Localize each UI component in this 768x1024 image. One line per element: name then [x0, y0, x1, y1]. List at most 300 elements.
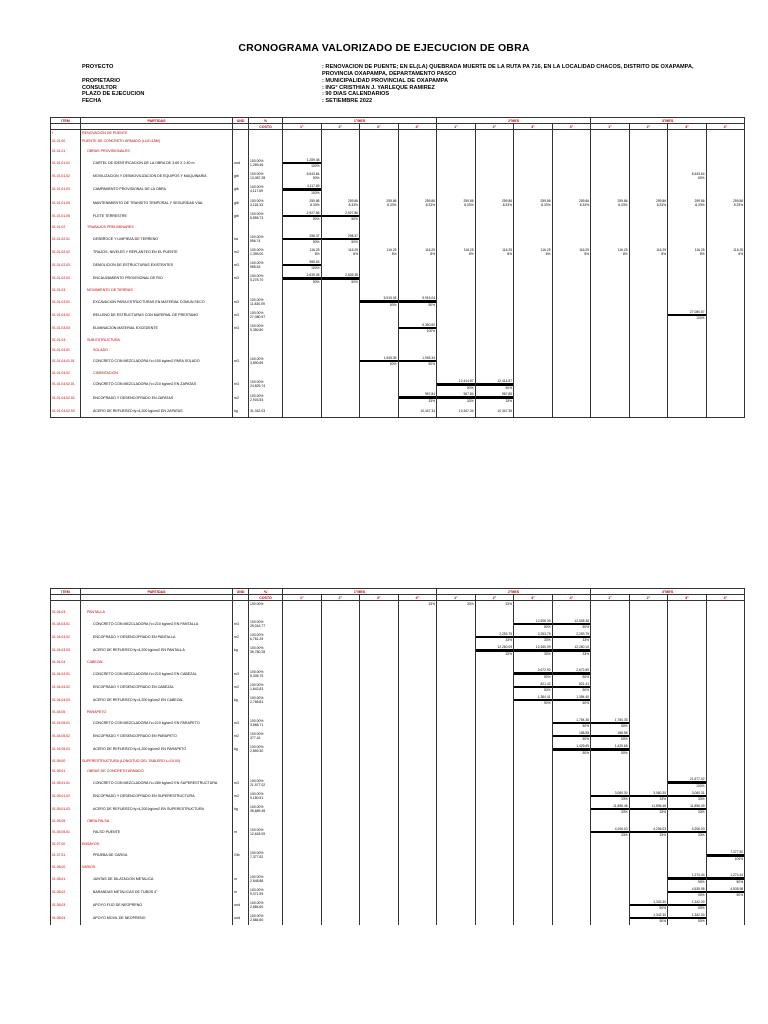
table-row [51, 345, 745, 355]
week-cell [514, 680, 553, 693]
week-cell [360, 259, 399, 272]
week-cell [668, 802, 707, 815]
week-amount: 3,060.31 [691, 790, 705, 795]
item-unit [233, 136, 249, 146]
week-amount: 116.25 [656, 248, 667, 253]
week-cell [668, 707, 707, 717]
item-cost [249, 308, 283, 321]
header-item: ITEM [51, 118, 81, 124]
week-cell [668, 345, 707, 355]
week-cell [475, 404, 514, 418]
item-code: 01.01.01.04 [51, 196, 81, 209]
item-cost-value: 9,180.91 [250, 795, 264, 800]
table-row [51, 680, 745, 693]
week-cell [321, 196, 360, 209]
item-code: 01.04.03.01 [51, 617, 81, 630]
week-percent: 8% [391, 252, 397, 257]
item-description: SUPERESTRUCTURA (LONGITUD DEL TABLERO L=15.00) [81, 756, 233, 766]
week-cell [706, 156, 745, 169]
week-cell [629, 391, 668, 404]
item-unit [233, 756, 249, 766]
week-cell [283, 308, 322, 321]
item-unit: kg [233, 404, 249, 418]
week-cell [398, 345, 437, 355]
header-week: 2° [629, 595, 668, 601]
week-cell [321, 246, 360, 259]
week-cell [360, 295, 399, 308]
week-amount: 7,377.52 [730, 850, 744, 855]
item-unit: glb [233, 196, 249, 209]
week-cell [283, 730, 322, 743]
week-amount: 1,384.41 [537, 694, 551, 699]
week-amount: 259.86 [347, 198, 358, 203]
week-cell [552, 657, 591, 667]
week-percent: 100% [311, 190, 320, 195]
item-cost-value: 596.74 [250, 238, 261, 243]
week-cell [629, 802, 668, 815]
item-description: ENCOFRADO Y DESENCOFRADO EN PANTALLA [81, 631, 233, 644]
week-cell [398, 222, 437, 232]
header-item: ITEM [51, 589, 81, 595]
item-unit: kg [233, 802, 249, 815]
item-unit [233, 607, 249, 617]
week-percent: 50% [697, 892, 705, 897]
week-cell [321, 657, 360, 667]
item-cost [249, 885, 283, 898]
header-und: UND [233, 589, 249, 595]
week-cell [360, 368, 399, 378]
item-description: MOVIMIENTO DE TIERRAS [81, 285, 233, 295]
week-amount: 259.86 [579, 198, 590, 203]
item-description: ACERO DE REFUERZO fy=4,200 kg/cm2 EN SUPERESTRUCTURA [81, 802, 233, 815]
week-cell [360, 209, 399, 222]
item-cost-value: 3,118.33 [250, 202, 263, 207]
week-cell [706, 321, 745, 334]
week-amount: 116.25 [309, 248, 320, 253]
week-amount: 1,342.30 [691, 912, 705, 917]
week-cell [437, 607, 476, 617]
project-info-value: : MUNICIPALIDAD PROVINCIAL DE OXAPAMPA [322, 78, 449, 84]
item-unit: kg [233, 644, 249, 657]
week-percent: 50% [659, 919, 667, 924]
week-cell [283, 232, 322, 245]
week-cell [321, 776, 360, 789]
week-cell [629, 272, 668, 285]
week-amount: 1,274.44 [691, 873, 705, 878]
item-unit: m2 [233, 680, 249, 693]
week-cell [552, 912, 591, 925]
week-amount: 259.86 [386, 198, 397, 203]
week-cell [706, 849, 745, 862]
week-cell [629, 156, 668, 169]
week-cell [398, 391, 437, 404]
item-percent: 100.00% [250, 357, 264, 362]
week-percent: 8% [468, 252, 474, 257]
week-cell [514, 872, 553, 885]
week-cell [514, 295, 553, 308]
week-cell [475, 898, 514, 911]
week-cell [514, 368, 553, 378]
week-percent: 50% [736, 892, 744, 897]
header-month-2: 2°MES [437, 118, 591, 124]
week-percent: 50% [428, 302, 436, 307]
week-cell [629, 209, 668, 222]
item-unit: m3 [233, 321, 249, 334]
week-cell [398, 839, 437, 849]
week-cell [514, 862, 553, 872]
table-row [51, 368, 745, 378]
week-cell [283, 776, 322, 789]
week-cell [398, 680, 437, 693]
item-code: 01.04.05.03 [51, 743, 81, 756]
table-row [51, 272, 745, 285]
week-cell [514, 898, 553, 911]
week-cell [514, 285, 553, 295]
header-pct: % [249, 589, 283, 595]
week-cell [668, 259, 707, 272]
item-description: ENCOFRADO Y DESENCOFRADO EN SUPERESTRUCTURA [81, 789, 233, 802]
week-cell [668, 766, 707, 776]
week-amount: 4,206.03 [614, 827, 628, 832]
week-cell [706, 355, 745, 368]
week-cell [283, 607, 322, 617]
item-cost-value: 36,780.28 [250, 650, 266, 655]
week-cell [591, 607, 630, 617]
week-cell [283, 335, 322, 345]
item-unit: m2 [233, 246, 249, 259]
item-cost [249, 378, 283, 391]
week-cell [514, 136, 553, 146]
week-cell [514, 693, 553, 706]
week-cell [283, 693, 322, 706]
week-cell [475, 789, 514, 802]
week-cell [437, 321, 476, 334]
week-cell [706, 183, 745, 196]
week-cell [283, 259, 322, 272]
project-info-row [82, 98, 722, 105]
schedule-page-2 [0, 582, 768, 1024]
week-cell [552, 146, 591, 156]
week-cell [321, 862, 360, 872]
item-cost [249, 707, 283, 717]
week-cell [668, 136, 707, 146]
week-percent: 33% [697, 797, 705, 802]
item-percent: 100.00% [250, 297, 264, 302]
item-percent: 100.00% [250, 732, 264, 737]
week-cell [475, 730, 514, 743]
item-description: MOVILIZACION Y DESMOVILIZACION DE EQUIPOS Y MAQUINARIA [81, 170, 233, 183]
week-cell [514, 617, 553, 630]
week-cell [706, 826, 745, 839]
item-percent: 100.00% [250, 887, 264, 892]
week-cell [514, 776, 553, 789]
item-cost [249, 391, 283, 404]
project-info-label: PROYECTO [82, 64, 114, 70]
week-amount: 5,915.04 [422, 296, 436, 301]
week-cell [706, 391, 745, 404]
week-cell [437, 717, 476, 730]
project-info-value: : SETIEMBRE 2022 [322, 97, 373, 104]
week-cell [475, 146, 514, 156]
week-cell [552, 156, 591, 169]
week-cell [398, 912, 437, 925]
week-cell [514, 717, 553, 730]
week-cell [321, 272, 360, 285]
item-unit: m3 [233, 308, 249, 321]
week-cell [629, 368, 668, 378]
week-cell [360, 285, 399, 295]
week-percent: 50% [659, 906, 667, 911]
item-code: 01.07.00 [51, 839, 81, 849]
item-code: 01.01.03.03 [51, 321, 81, 334]
item-percent: 100.00% [250, 745, 264, 750]
week-cell [321, 743, 360, 756]
week-percent: 50% [312, 176, 320, 181]
header-week: 4° [552, 124, 591, 130]
week-cell [706, 607, 745, 617]
week-cell [398, 335, 437, 345]
week-percent: 8.33% [310, 202, 320, 207]
week-cell [668, 170, 707, 183]
item-cost [249, 285, 283, 295]
week-cell [591, 404, 630, 418]
item-description: BARANDAS METALICAS DE TUBOS 4" [81, 885, 233, 898]
item-percent: 100.00% [250, 324, 264, 329]
item-unit: m3 [233, 776, 249, 789]
header-week: 3° [514, 595, 553, 601]
item-unit [233, 368, 249, 378]
week-cell [629, 146, 668, 156]
week-cell [591, 617, 630, 630]
item-description: CAMPAMENTO PROVISIONAL DE LA OBRA [81, 183, 233, 196]
week-cell [475, 378, 514, 391]
week-cell [668, 368, 707, 378]
item-percent: 100.00% [250, 172, 264, 177]
item-cost-value: 11,830.09 [250, 301, 265, 306]
project-info-value: : ING° CRISTHIAN J. YARLEQUE RAMIREZ [322, 84, 435, 91]
week-cell [360, 631, 399, 644]
week-cell [706, 285, 745, 295]
week-percent: 8.33% [618, 202, 628, 207]
week-amount: 4,206.03 [691, 827, 705, 832]
item-code: 01.01.04.01.01 [51, 355, 81, 368]
week-cell [514, 345, 553, 355]
week-cell [475, 391, 514, 404]
week-cell [437, 404, 476, 418]
week-cell [475, 345, 514, 355]
week-cell [360, 183, 399, 196]
week-cell [591, 839, 630, 849]
week-cell [437, 378, 476, 391]
week-percent: 50% [389, 362, 397, 367]
week-cell [437, 693, 476, 706]
header-week: 2° [321, 595, 360, 601]
week-amount: 5,915.05 [383, 296, 397, 301]
week-cell [706, 295, 745, 308]
week-amount: 116.25 [425, 248, 436, 253]
header-week: 1° [591, 595, 630, 601]
week-cell [591, 285, 630, 295]
week-cell [360, 816, 399, 826]
week-cell [591, 644, 630, 657]
week-cell [398, 136, 437, 146]
item-unit: ha [233, 232, 249, 245]
week-percent: 50% [582, 737, 590, 742]
header-week: 1° [591, 124, 630, 130]
week-cell [629, 657, 668, 667]
week-cell [514, 378, 553, 391]
week-cell [706, 368, 745, 378]
week-cell [552, 667, 591, 680]
week-cell [668, 285, 707, 295]
item-cost-value: 5,278.70 [250, 278, 264, 283]
week-cell [475, 617, 514, 630]
week-amount: 116.25 [502, 248, 513, 253]
week-amount: 2,253.75 [576, 631, 590, 636]
week-cell [398, 717, 437, 730]
week-cell [398, 146, 437, 156]
week-cell [706, 839, 745, 849]
week-cell [475, 246, 514, 259]
item-cost [249, 209, 283, 222]
schedule-table [50, 117, 745, 418]
week-cell [283, 802, 322, 815]
item-description: JUNTAS DE DILATACION METALICA [81, 872, 233, 885]
week-cell [283, 756, 322, 766]
week-amount: 259.86 [617, 198, 628, 203]
item-unit [233, 657, 249, 667]
week-amount: 2,672.90 [537, 668, 551, 673]
item-code: 01.01.01.01 [51, 156, 81, 169]
item-cost [249, 862, 283, 872]
week-cell [283, 272, 322, 285]
item-cost [249, 272, 283, 285]
table-row [51, 872, 745, 885]
week-cell [360, 862, 399, 872]
item-description: CIMENTACION [81, 368, 233, 378]
week-cell [552, 631, 591, 644]
item-unit: m [233, 872, 249, 885]
week-amount: 2,927.86 [306, 210, 320, 215]
table-row [51, 707, 745, 717]
week-cell [668, 391, 707, 404]
item-code: 01.01.03.02 [51, 308, 81, 321]
table-row [51, 209, 745, 222]
week-cell [475, 707, 514, 717]
week-cell [398, 183, 437, 196]
table-row [51, 391, 745, 404]
week-percent: 8% [430, 252, 436, 257]
item-description: APOYO MOVIL DE NEOPRENO [81, 912, 233, 925]
week-cell [629, 776, 668, 789]
week-cell [629, 707, 668, 717]
week-cell [437, 816, 476, 826]
item-percent: 100.00% [250, 393, 264, 398]
week-percent: 100% [311, 164, 320, 169]
item-description: ENCAUZAMIENTO PROVISIONAL DE RIO [81, 272, 233, 285]
item-percent: 100.00% [250, 211, 264, 216]
item-percent: 100.00% [250, 248, 264, 253]
week-cell [629, 898, 668, 911]
week-amount: 4,535.98 [730, 886, 744, 891]
item-cost-value: 1,642.83 [250, 686, 264, 691]
item-cost-value: 5,345.79 [250, 673, 264, 678]
item-percent: 100.00% [250, 791, 264, 796]
week-cell [398, 285, 437, 295]
week-cell [321, 872, 360, 885]
header-week: 1° [437, 124, 476, 130]
item-description: EXCAVACION PARA ESTRUCTURAS EN MATERIAL COMUN SECO [81, 295, 233, 308]
week-percent: 50% [582, 625, 590, 630]
table-row [51, 246, 745, 259]
week-cell [321, 321, 360, 334]
week-cell [668, 196, 707, 209]
week-cell [552, 607, 591, 617]
week-amount: 967.84 [463, 392, 474, 397]
week-cell [475, 885, 514, 898]
week-cell [706, 693, 745, 706]
week-cell [283, 657, 322, 667]
week-cell [321, 170, 360, 183]
week-percent: 8.33% [502, 202, 513, 207]
week-cell [321, 146, 360, 156]
week-percent: 8% [661, 252, 667, 257]
week-cell [629, 607, 668, 617]
item-percent: 100.00% [250, 274, 264, 279]
item-code: 01.04.04.01 [51, 667, 81, 680]
week-cell [475, 743, 514, 756]
header-pct: % [249, 118, 283, 124]
week-percent: 100% [696, 316, 705, 321]
week-cell [629, 196, 668, 209]
week-cell [591, 246, 630, 259]
week-cell [552, 136, 591, 146]
week-cell [668, 730, 707, 743]
item-code: 01.05.01.01 [51, 776, 81, 789]
week-cell [668, 246, 707, 259]
week-amount: 259.86 [733, 198, 744, 203]
item-unit [233, 862, 249, 872]
week-amount: 259.86 [463, 198, 474, 203]
item-cost [249, 355, 283, 368]
header-costo: COSTO [249, 124, 283, 130]
item-unit: m3 [233, 378, 249, 391]
item-cost-value: 27,080.57 [250, 314, 266, 319]
item-cost-value: 2,548.88 [250, 878, 264, 883]
week-percent: 8.33% [464, 202, 474, 207]
week-percent: 50% [582, 750, 590, 755]
week-cell [591, 849, 630, 862]
header-week: 2° [321, 124, 360, 130]
header-week: 4° [706, 595, 745, 601]
week-cell [668, 232, 707, 245]
week-cell [283, 391, 322, 404]
table-row [51, 308, 745, 321]
table-row [51, 404, 745, 418]
table-row [51, 885, 745, 898]
week-cell [668, 862, 707, 872]
week-cell [437, 872, 476, 885]
week-cell [591, 667, 630, 680]
week-cell [552, 717, 591, 730]
week-cell [360, 657, 399, 667]
item-cost [249, 849, 283, 862]
week-cell [437, 335, 476, 345]
week-cell [706, 667, 745, 680]
week-cell [514, 321, 553, 334]
week-cell [706, 885, 745, 898]
week-cell [360, 136, 399, 146]
